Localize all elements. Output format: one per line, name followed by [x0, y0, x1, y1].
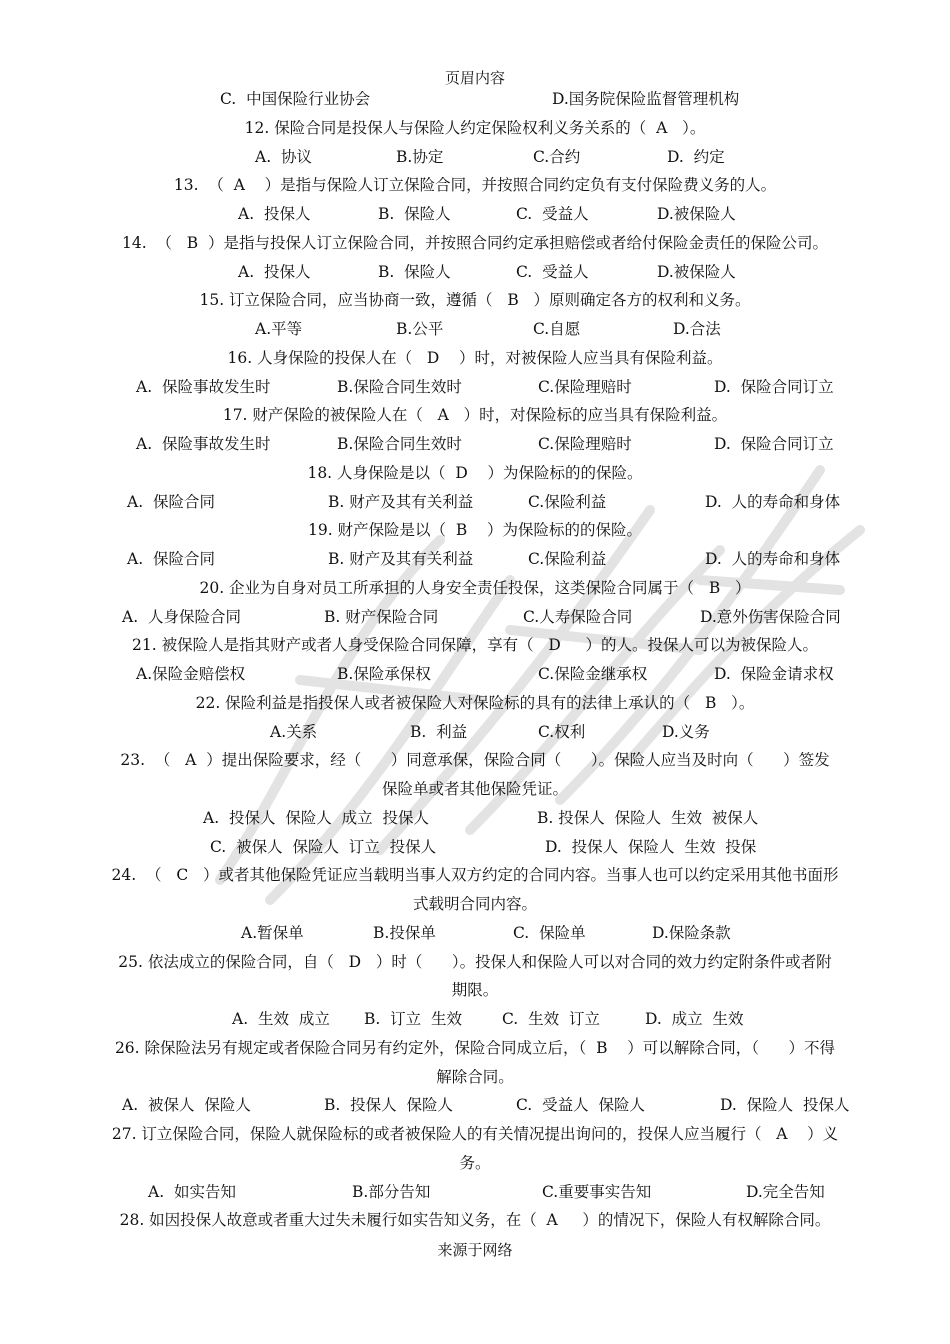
options-row	[0, 547, 950, 571]
question-text: 14. （ B ）是指与投保人订立保险合同，并按照合同约定承担赔偿或者给付保险金责任的保险公司。	[121, 233, 829, 252]
question-text: 务。	[459, 1153, 491, 1172]
option-b: B. 利益	[410, 722, 468, 741]
option-d: D. 保险合同订立	[714, 435, 834, 453]
options-row	[0, 432, 950, 456]
option-b: B. 财产及其有关利益	[328, 550, 474, 568]
option-b: B.公平	[396, 320, 444, 338]
option-a: A. 人身保险合同	[122, 607, 241, 626]
options-row	[0, 202, 950, 226]
option-d: D.意外伤害保险合同	[700, 607, 841, 626]
option-b: B. 订立 生效	[364, 1010, 463, 1028]
option-c: C.保险利益	[528, 550, 607, 568]
question-text: 保险单或者其他保险凭证。	[381, 780, 568, 798]
option-d: D. 人的寿命和身体	[705, 550, 841, 568]
option-a: A.保险金赔偿权	[136, 665, 246, 683]
page-header: 页眉内容	[444, 69, 505, 87]
question-text: 解除合同。	[436, 1067, 514, 1086]
options-row	[0, 317, 950, 341]
option-a: A. 如实告知	[148, 1182, 236, 1201]
option-c: C.合约	[533, 147, 581, 166]
option-a: A. 投保人	[238, 205, 311, 223]
option-d: D.合法	[673, 320, 721, 338]
options-row	[0, 1180, 950, 1204]
option-d: D. 保险合同订立	[714, 377, 834, 396]
options-row	[0, 145, 950, 169]
question-text: 15. 订立保险合同，应当协商一致，遵循（ B ）原则确定各方的权利和义务。	[199, 291, 751, 310]
option-c: C.自愿	[533, 320, 581, 338]
option-c: C.保险理赔时	[538, 435, 632, 453]
option-c: C. 受益人	[516, 205, 589, 223]
option-c: C.重要事实告知	[542, 1182, 652, 1201]
question-text: 25. 依法成立的保险合同，自（ D ）时（ ）。投保人和保险人可以对合同的效力约定附条件或者附	[118, 952, 832, 971]
question-text: 18. 人身保险是以（ D ）为保险标的的保险。	[307, 463, 643, 482]
option-a: A.关系	[270, 722, 318, 741]
option-b: B. 投保人 保险人	[324, 1096, 454, 1115]
question-text: 17. 财产保险的被保险人在（ A ）时，对保险标的应当具有保险利益。	[222, 406, 728, 425]
question-text: 式载明合同内容。	[412, 895, 537, 913]
page-footer: 来源于网络	[437, 1241, 513, 1259]
option-d: D. 保险金请求权	[714, 665, 834, 683]
option-b: B. 保险人	[378, 262, 451, 281]
option-b: B. 投保人 保险人 生效 被保人	[537, 808, 759, 827]
option-a: A. 保险合同	[127, 550, 215, 568]
options-row	[0, 806, 950, 830]
option-a: A. 保险事故发生时	[136, 435, 271, 453]
options-row	[0, 490, 950, 514]
options-row	[0, 835, 950, 859]
option-b: D. 投保人 保险人 生效 投保	[545, 837, 757, 856]
option-d: D.义务	[662, 722, 710, 741]
question-text: 22. 保险利益是指投保人或者被保险人对保险标的具有的法律上承认的（ B ）。	[195, 693, 755, 712]
option-c: C. 受益人	[516, 262, 589, 281]
option-a: A. 协议	[255, 147, 312, 166]
options-row	[0, 662, 950, 686]
option-d: D. 成立 生效	[645, 1010, 744, 1028]
options-row	[0, 260, 950, 284]
options-row	[0, 375, 950, 399]
option-d: D.被保险人	[657, 205, 736, 223]
option-b: D.国务院保险监督管理机构	[552, 90, 740, 108]
option-b: B.投保单	[373, 923, 436, 942]
question-text: 19. 财产保险是以（ B ）为保险标的的保险。	[307, 521, 643, 540]
question-text: 21. 被保险人是指其财产或者人身受保险合同保障，享有（ D ）的人。投保人可以为被保险人。	[132, 636, 818, 655]
question-text: 12. 保险合同是投保人与保险人约定保险权利义务关系的（ A ）。	[244, 118, 706, 137]
option-c: C. 生效 订立	[502, 1010, 600, 1028]
option-a: C. 中国保险行业协会	[220, 90, 371, 108]
question-text: 23. （ A ）提出保险要求，经（ ）同意承保，保险合同（ ）。保险人应当及时向（ ）签发	[120, 751, 830, 770]
option-c: C.保险利益	[528, 492, 607, 511]
option-d: D. 保险人 投保人	[720, 1096, 850, 1115]
option-a: A. 保险合同	[127, 492, 215, 511]
options-row	[0, 1093, 950, 1117]
option-b: B. 财产及其有关利益	[328, 492, 474, 511]
option-b: B.保险承保权	[337, 665, 431, 683]
options-row	[0, 1007, 950, 1031]
question-text: 13. （ A ）是指与保险人订立保险合同，并按照合同约定负有支付保险费义务的人。	[173, 176, 777, 195]
option-c: C. 保险单	[513, 923, 586, 942]
option-b: B.部分告知	[352, 1182, 431, 1201]
option-c: C.保险理赔时	[538, 377, 632, 396]
option-d: D. 人的寿命和身体	[705, 492, 841, 511]
question-text: 24. （ C ）或者其他保险凭证应当载明当事人双方约定的合同内容。当事人也可以约定采用其他书面形	[111, 866, 839, 885]
option-d: D.保险条款	[652, 923, 731, 942]
option-b: B.保险合同生效时	[337, 377, 462, 396]
option-a: C. 被保人 保险人 订立 投保人	[210, 837, 437, 856]
option-c: C. 受益人 保险人	[516, 1096, 645, 1115]
option-c: C.保险金继承权	[538, 665, 648, 683]
option-b: B.保险合同生效时	[337, 435, 462, 453]
options-row	[0, 87, 950, 111]
question-text: 16. 人身保险的投保人在（ D ）时，对被保险人应当具有保险利益。	[227, 348, 723, 367]
question-text: 26. 除保险法另有规定或者保险合同另有约定外，保险合同成立后，（ B ）可以解除合同，（ ）不得	[114, 1038, 836, 1057]
question-text: 期限。	[451, 981, 499, 1000]
option-d: D.被保险人	[657, 262, 736, 281]
option-b: B. 保险人	[378, 205, 451, 223]
question-text: 20. 企业为自身对员工所承担的人身安全责任投保，这类保险合同属于（ B ）	[199, 578, 751, 597]
options-row	[0, 720, 950, 744]
option-b: B.协定	[396, 147, 444, 166]
option-a: A.平等	[255, 320, 303, 338]
option-d: D.完全告知	[746, 1182, 825, 1201]
option-a: A.暂保单	[241, 923, 304, 942]
option-c: C.人寿保险合同	[523, 607, 633, 626]
option-a: A. 被保人 保险人	[122, 1096, 251, 1115]
options-row	[0, 605, 950, 629]
options-row	[0, 921, 950, 945]
question-text: 27. 订立保险合同，保险人就保险标的或者被保险人的有关情况提出询问的，投保人应当履行（ A ）义	[111, 1125, 839, 1143]
question-text: 28. 如因投保人故意或者重大过失未履行如实告知义务，在（ A ）的情况下，保险人有权解除合同。	[119, 1211, 831, 1230]
option-a: A. 生效 成立	[232, 1010, 330, 1028]
option-c: C.权利	[538, 722, 586, 741]
option-a: A. 投保人	[238, 262, 311, 281]
option-a: A. 投保人 保险人 成立 投保人	[203, 808, 430, 827]
option-b: B. 财产保险合同	[324, 607, 439, 626]
option-d: D. 约定	[667, 147, 725, 166]
option-a: A. 保险事故发生时	[136, 377, 271, 396]
